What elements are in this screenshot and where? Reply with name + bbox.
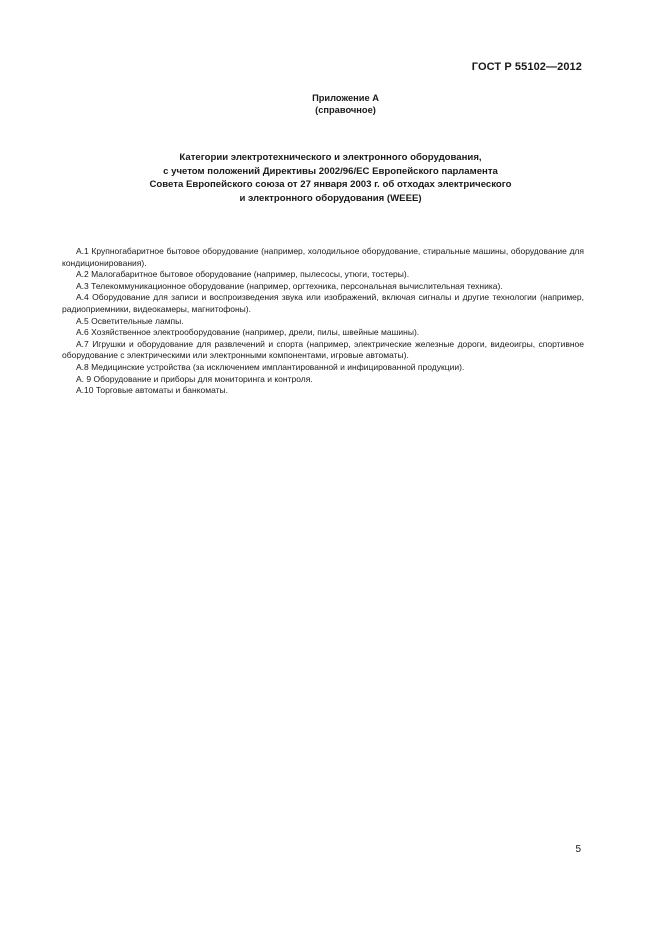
list-item: А.4 Оборудование для записи и воспроизведения звука или изображений, включая сигналы и другие технологии (например, радиоприемники, видеокамеры, магнитофоны). bbox=[62, 292, 584, 314]
annex-title-line: Категории электротехнического и электронного оборудования, bbox=[179, 152, 482, 163]
list-item: А.1 Крупногабаритное бытовое оборудование (например, холодильное оборудование, стиральные машины, оборудование для кондиционирования). bbox=[62, 246, 584, 268]
list-item: А.5 Осветительные лампы. bbox=[76, 315, 184, 326]
annex-title-line: Совета Европейского союза от 27 января 2003 г. об отходах электрического bbox=[149, 179, 512, 190]
list-item: А. 9 Оборудование и приборы для мониторинга и контроля. bbox=[76, 373, 313, 384]
list-item: А.3 Телекоммуникационное оборудование (например, оргтехника, персональная вычислительная техника). bbox=[76, 280, 503, 291]
page-number: 5 bbox=[575, 844, 581, 855]
annex-status: (справочное) bbox=[315, 105, 376, 115]
list-item: А.7 Игрушки и оборудование для развлечений и спорта (например, электрические железные дороги, видеоигры, спортивное оборудование с электрическими или электронными компонентами, игровые автоматы). bbox=[62, 338, 584, 361]
list-item: А.10 Торговые автоматы и банкоматы. bbox=[76, 385, 229, 396]
annex-heading bbox=[0, 92, 661, 116]
list-item: А.6 Хозяйственное электрооборудование (например, дрели, пилы, швейные машины). bbox=[76, 327, 420, 338]
annex-label: Приложение А bbox=[312, 93, 379, 103]
category-list bbox=[62, 246, 584, 397]
annex-title-line: с учетом положений Директивы 2002/96/ЕС Европейского парламента bbox=[163, 165, 498, 177]
annex-title bbox=[0, 151, 661, 205]
list-item: А.8 Медицинские устройства (за исключением имплантированной и инфицированной продукции). bbox=[76, 361, 465, 372]
list-item: А.2 Малогабаритное бытовое оборудование (например, пылесосы, утюги, тостеры). bbox=[76, 269, 410, 280]
annex-title-line: и электронного оборудования (WEEE) bbox=[239, 192, 422, 204]
document-code: ГОСТ Р 55102—2012 bbox=[471, 61, 582, 73]
